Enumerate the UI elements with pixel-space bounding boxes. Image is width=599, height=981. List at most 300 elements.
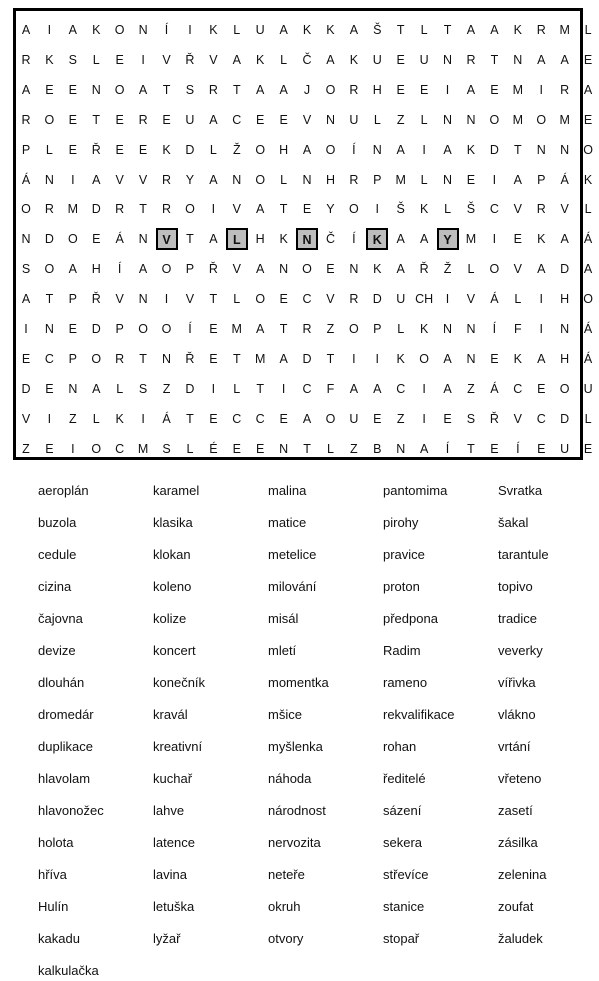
letter-cell[interactable]: I [141, 52, 145, 67]
letter-cell[interactable]: T [186, 232, 194, 247]
letter-cell[interactable]: E [513, 232, 522, 247]
letter-cell[interactable]: L [45, 142, 53, 157]
letter-cell[interactable]: L [420, 23, 428, 37]
letter-cell[interactable]: K [279, 232, 288, 247]
letter-cell[interactable]: S [185, 82, 195, 97]
letter-cell[interactable]: I [539, 82, 543, 97]
letter-cell[interactable]: C [232, 411, 242, 426]
letter-cell[interactable]: A [396, 142, 405, 157]
letter-cell[interactable]: E [490, 351, 499, 366]
letter-cell[interactable]: K [419, 322, 429, 336]
letter-cell[interactable]: N [443, 172, 453, 187]
letter-cell[interactable]: N [396, 441, 406, 456]
letter-cell[interactable]: Y [185, 172, 195, 187]
letter-cell[interactable]: U [583, 381, 593, 396]
letter-cell[interactable]: K [513, 351, 522, 366]
letter-cell[interactable]: E [537, 441, 546, 456]
letter-cell[interactable]: Á [490, 381, 499, 396]
letter-cell[interactable]: K [396, 351, 405, 366]
letter-cell[interactable]: P [373, 322, 382, 336]
letter-cell[interactable]: K [92, 23, 101, 37]
letter-cell[interactable]: K [256, 52, 265, 67]
letter-cell[interactable]: V [302, 112, 312, 127]
letter-cell[interactable]: L [584, 202, 592, 217]
letter-cell[interactable]: V [115, 172, 124, 187]
letter-cell[interactable]: Á [490, 292, 499, 307]
letter-cell[interactable]: A [443, 142, 452, 157]
letter-cell[interactable]: N [138, 232, 148, 247]
letter-cell[interactable]: A [302, 142, 312, 157]
letter-cell[interactable]: U [255, 23, 265, 37]
letter-cell[interactable]: O [114, 23, 125, 37]
letter-cell[interactable]: F [513, 322, 522, 336]
letter-cell[interactable]: Z [162, 381, 171, 396]
highlighted-letter-cell[interactable]: K [366, 228, 388, 250]
letter-cell[interactable]: T [92, 112, 101, 127]
letter-cell[interactable]: A [349, 381, 359, 396]
letter-cell[interactable]: T [396, 23, 405, 37]
letter-cell[interactable]: N [325, 112, 335, 127]
letter-cell[interactable]: O [255, 292, 266, 307]
letter-cell[interactable]: K [513, 23, 522, 37]
letter-cell[interactable]: H [372, 82, 382, 97]
letter-cell[interactable]: A [443, 351, 452, 366]
letter-cell[interactable]: A [537, 351, 546, 366]
letter-cell[interactable]: R [138, 112, 148, 127]
letter-cell[interactable]: I [445, 82, 450, 97]
letter-cell[interactable]: E [279, 112, 288, 127]
letter-cell[interactable]: I [71, 441, 75, 456]
letter-cell[interactable]: P [115, 322, 124, 336]
letter-cell[interactable]: K [466, 142, 476, 157]
letter-cell[interactable]: A [396, 232, 405, 247]
letter-cell[interactable]: U [419, 52, 429, 67]
letter-cell[interactable]: I [47, 411, 52, 426]
letter-cell[interactable]: L [92, 52, 100, 67]
letter-cell[interactable]: A [138, 262, 148, 277]
letter-cell[interactable]: M [559, 112, 570, 127]
letter-cell[interactable]: I [352, 351, 356, 366]
letter-cell[interactable]: É [209, 441, 218, 456]
letter-cell[interactable]: O [559, 381, 570, 396]
letter-cell[interactable]: Z [69, 411, 77, 426]
letter-cell[interactable]: C [513, 381, 523, 396]
letter-cell[interactable]: V [138, 172, 148, 187]
letter-cell[interactable]: K [583, 172, 593, 187]
letter-cell[interactable]: D [372, 292, 382, 307]
letter-cell[interactable]: A [256, 82, 265, 97]
letter-cell[interactable]: O [325, 411, 336, 426]
letter-cell[interactable]: N [466, 351, 476, 366]
letter-cell[interactable]: Z [467, 381, 475, 396]
letter-cell[interactable]: N [21, 232, 31, 247]
letter-cell[interactable]: C [302, 292, 312, 307]
letter-cell[interactable]: D [91, 322, 101, 336]
letter-cell[interactable]: E [92, 232, 101, 247]
letter-cell[interactable]: Í [516, 441, 520, 456]
letter-cell[interactable]: Z [396, 411, 405, 426]
letter-cell[interactable]: K [373, 262, 382, 277]
letter-cell[interactable]: D [185, 142, 195, 157]
letter-cell[interactable]: D [91, 202, 101, 217]
letter-cell[interactable]: Í [188, 322, 192, 336]
letter-cell[interactable]: K [302, 23, 312, 37]
letter-cell[interactable]: Ž [443, 262, 452, 277]
letter-cell[interactable]: N [536, 142, 546, 157]
letter-cell[interactable]: E [209, 411, 218, 426]
letter-cell[interactable]: O [21, 202, 31, 217]
letter-cell[interactable]: CH [415, 292, 434, 307]
letter-cell[interactable]: E [45, 441, 54, 456]
letter-cell[interactable]: Č [325, 232, 335, 247]
letter-cell[interactable]: T [279, 322, 288, 336]
letter-cell[interactable]: O [489, 262, 500, 277]
letter-cell[interactable]: Á [583, 232, 593, 247]
letter-cell[interactable]: A [256, 202, 265, 217]
letter-cell[interactable]: O [489, 112, 500, 127]
letter-cell[interactable]: A [583, 262, 593, 277]
letter-cell[interactable]: I [188, 23, 192, 37]
letter-cell[interactable]: I [24, 322, 28, 336]
letter-cell[interactable]: E [232, 441, 241, 456]
letter-cell[interactable]: A [302, 411, 312, 426]
letter-cell[interactable]: N [138, 23, 148, 37]
letter-cell[interactable]: Á [583, 322, 593, 336]
letter-cell[interactable]: E [490, 82, 499, 97]
letter-cell[interactable]: O [255, 142, 266, 157]
letter-cell[interactable]: I [164, 292, 169, 307]
letter-cell[interactable]: A [21, 292, 31, 307]
letter-cell[interactable]: D [21, 381, 31, 396]
letter-cell[interactable]: S [162, 441, 171, 456]
highlighted-letter-cell[interactable]: V [156, 228, 178, 250]
letter-cell[interactable]: V [162, 52, 171, 67]
letter-cell[interactable]: O [114, 82, 125, 97]
letter-cell[interactable]: E [115, 52, 124, 67]
letter-cell[interactable]: Í [492, 322, 497, 336]
letter-cell[interactable]: O [325, 142, 336, 157]
letter-cell[interactable]: D [560, 262, 570, 277]
letter-cell[interactable]: O [161, 322, 172, 336]
letter-cell[interactable]: O [255, 172, 266, 187]
letter-cell[interactable]: Á [560, 172, 569, 187]
letter-cell[interactable]: L [280, 172, 288, 187]
letter-cell[interactable]: O [44, 112, 55, 127]
letter-cell[interactable]: A [466, 82, 476, 97]
letter-cell[interactable]: V [513, 262, 522, 277]
letter-cell[interactable]: A [443, 381, 452, 396]
letter-cell[interactable]: K [349, 52, 359, 67]
letter-cell[interactable]: C [536, 411, 546, 426]
letter-cell[interactable]: E [419, 82, 429, 97]
letter-cell[interactable]: L [420, 172, 428, 187]
letter-cell[interactable]: U [560, 441, 570, 456]
letter-cell[interactable]: M [137, 441, 149, 456]
letter-cell[interactable]: E [537, 381, 546, 396]
letter-cell[interactable]: L [584, 411, 592, 426]
letter-cell[interactable]: T [443, 23, 452, 37]
letter-cell[interactable]: F [326, 381, 335, 396]
letter-cell[interactable]: R [44, 202, 54, 217]
letter-cell[interactable]: A [256, 262, 265, 277]
letter-cell[interactable]: Z [326, 322, 335, 336]
letter-cell[interactable]: V [232, 202, 241, 217]
letter-cell[interactable]: T [162, 82, 171, 97]
letter-cell[interactable]: L [373, 112, 381, 127]
letter-cell[interactable]: E [256, 441, 265, 456]
letter-cell[interactable]: N [162, 351, 172, 366]
letter-cell[interactable]: M [395, 172, 406, 187]
letter-cell[interactable]: I [281, 381, 286, 396]
letter-cell[interactable]: K [419, 202, 429, 217]
letter-cell[interactable]: T [467, 441, 475, 456]
letter-cell[interactable]: A [232, 52, 241, 67]
letter-cell[interactable]: O [536, 112, 547, 127]
letter-cell[interactable]: T [232, 351, 241, 366]
letter-cell[interactable]: A [583, 82, 593, 97]
letter-cell[interactable]: T [303, 441, 311, 456]
letter-cell[interactable]: C [396, 381, 406, 396]
letter-cell[interactable]: M [559, 23, 570, 37]
letter-cell[interactable]: O [349, 202, 359, 217]
letter-cell[interactable]: U [396, 292, 406, 307]
letter-cell[interactable]: O [185, 202, 195, 217]
letter-cell[interactable]: S [138, 381, 148, 396]
letter-cell[interactable]: E [68, 82, 77, 97]
letter-cell[interactable]: P [68, 351, 77, 366]
letter-cell[interactable]: L [233, 381, 241, 396]
letter-cell[interactable]: Š [373, 23, 382, 37]
letter-cell[interactable]: Z [396, 112, 405, 127]
letter-cell[interactable]: E [138, 142, 148, 157]
letter-cell[interactable]: O [44, 262, 55, 277]
letter-cell[interactable]: Y [326, 202, 335, 217]
letter-cell[interactable]: N [443, 112, 453, 127]
letter-cell[interactable]: T [45, 292, 54, 307]
letter-cell[interactable]: N [443, 322, 453, 336]
letter-cell[interactable]: I [375, 351, 380, 366]
letter-cell[interactable]: A [279, 82, 288, 97]
letter-cell[interactable]: A [138, 82, 148, 97]
letter-cell[interactable]: M [512, 112, 524, 127]
letter-cell[interactable]: Á [583, 351, 593, 366]
letter-cell[interactable]: E [45, 82, 54, 97]
letter-cell[interactable]: I [375, 202, 380, 217]
letter-cell[interactable]: M [512, 82, 524, 97]
letter-cell[interactable]: R [349, 292, 359, 307]
letter-cell[interactable]: Ř [489, 411, 499, 426]
letter-cell[interactable]: E [583, 52, 593, 67]
letter-cell[interactable]: A [21, 82, 31, 97]
letter-cell[interactable]: L [92, 411, 100, 426]
letter-cell[interactable]: O [302, 262, 312, 277]
letter-cell[interactable]: Z [350, 441, 358, 456]
letter-cell[interactable]: I [422, 381, 426, 396]
letter-cell[interactable]: L [420, 112, 428, 127]
letter-cell[interactable]: Ř [91, 142, 101, 157]
letter-cell[interactable]: P [185, 262, 195, 277]
letter-cell[interactable]: R [536, 23, 546, 37]
letter-cell[interactable]: I [492, 172, 497, 187]
letter-cell[interactable]: T [256, 381, 264, 396]
letter-cell[interactable]: Í [352, 142, 356, 157]
letter-cell[interactable]: V [232, 262, 241, 277]
letter-cell[interactable]: R [115, 202, 125, 217]
letter-cell[interactable]: A [92, 172, 101, 187]
letter-cell[interactable]: M [465, 232, 477, 247]
letter-cell[interactable]: P [68, 292, 77, 307]
letter-cell[interactable]: I [71, 172, 75, 187]
letter-cell[interactable]: A [419, 441, 429, 456]
letter-cell[interactable]: H [279, 142, 289, 157]
letter-cell[interactable]: C [302, 381, 312, 396]
letter-cell[interactable]: A [349, 23, 359, 37]
letter-cell[interactable]: T [186, 411, 194, 426]
letter-cell[interactable]: L [116, 381, 124, 396]
letter-cell[interactable]: Á [115, 232, 124, 247]
letter-cell[interactable]: T [232, 82, 241, 97]
letter-cell[interactable]: R [162, 202, 172, 217]
letter-cell[interactable]: I [539, 322, 543, 336]
highlighted-letter-cell[interactable]: L [226, 228, 248, 250]
letter-cell[interactable]: O [161, 262, 172, 277]
letter-cell[interactable]: I [445, 292, 450, 307]
letter-cell[interactable]: U [349, 411, 359, 426]
letter-cell[interactable]: L [444, 202, 452, 217]
letter-cell[interactable]: A [537, 52, 546, 67]
letter-cell[interactable]: O [67, 232, 78, 247]
letter-cell[interactable]: A [560, 232, 569, 247]
letter-cell[interactable]: Ř [91, 292, 101, 307]
letter-cell[interactable]: M [231, 322, 242, 336]
letter-cell[interactable]: T [326, 351, 335, 366]
letter-cell[interactable]: O [91, 441, 102, 456]
letter-cell[interactable]: E [443, 411, 452, 426]
letter-cell[interactable]: V [466, 292, 476, 307]
letter-cell[interactable]: E [115, 142, 124, 157]
letter-cell[interactable]: E [373, 411, 382, 426]
letter-cell[interactable]: C [489, 202, 499, 217]
letter-cell[interactable]: T [209, 292, 218, 307]
letter-cell[interactable]: H [560, 351, 570, 366]
letter-cell[interactable]: H [560, 292, 570, 307]
letter-cell[interactable]: N [349, 262, 359, 277]
letter-cell[interactable]: N [466, 112, 476, 127]
letter-cell[interactable]: A [209, 172, 218, 187]
letter-cell[interactable]: T [139, 202, 147, 217]
letter-cell[interactable]: R [21, 112, 31, 127]
letter-cell[interactable]: O [583, 142, 593, 157]
letter-cell[interactable]: N [138, 292, 148, 307]
letter-cell[interactable]: A [209, 232, 218, 247]
letter-cell[interactable]: E [279, 292, 288, 307]
letter-cell[interactable]: D [44, 232, 54, 247]
letter-cell[interactable]: E [21, 351, 31, 366]
letter-cell[interactable]: K [537, 232, 546, 247]
letter-cell[interactable]: E [583, 441, 593, 456]
letter-cell[interactable]: L [233, 292, 241, 307]
letter-cell[interactable]: D [302, 351, 312, 366]
letter-cell[interactable]: N [443, 52, 453, 67]
letter-cell[interactable]: N [466, 322, 476, 336]
letter-cell[interactable]: I [492, 232, 497, 247]
letter-cell[interactable]: A [279, 351, 288, 366]
letter-cell[interactable]: Š [466, 202, 476, 217]
letter-cell[interactable]: C [232, 112, 242, 127]
letter-cell[interactable]: T [279, 202, 288, 217]
letter-cell[interactable]: C [115, 441, 125, 456]
letter-cell[interactable]: E [162, 112, 171, 127]
letter-cell[interactable]: I [422, 411, 426, 426]
letter-cell[interactable]: V [560, 202, 569, 217]
letter-cell[interactable]: V [513, 202, 522, 217]
letter-cell[interactable]: E [115, 112, 124, 127]
letter-cell[interactable]: E [466, 172, 476, 187]
letter-cell[interactable]: E [209, 322, 218, 336]
letter-cell[interactable]: S [466, 411, 476, 426]
letter-cell[interactable]: E [490, 441, 499, 456]
letter-cell[interactable]: Í [352, 232, 356, 247]
letter-cell[interactable]: N [232, 172, 242, 187]
letter-cell[interactable]: L [397, 322, 405, 336]
letter-cell[interactable]: P [537, 172, 546, 187]
letter-cell[interactable]: N [302, 172, 312, 187]
letter-cell[interactable]: A [92, 381, 101, 396]
letter-cell[interactable]: R [349, 82, 359, 97]
letter-cell[interactable]: V [209, 52, 218, 67]
letter-cell[interactable]: V [185, 292, 195, 307]
letter-cell[interactable]: R [560, 82, 570, 97]
letter-cell[interactable]: K [45, 52, 54, 67]
letter-cell[interactable]: R [302, 322, 312, 336]
letter-cell[interactable]: Š [396, 202, 405, 217]
letter-cell[interactable]: J [303, 82, 311, 97]
letter-cell[interactable]: R [466, 52, 476, 67]
letter-cell[interactable]: L [186, 441, 194, 456]
letter-cell[interactable]: L [209, 142, 217, 157]
letter-cell[interactable]: A [209, 112, 218, 127]
letter-cell[interactable]: O [325, 82, 336, 97]
letter-cell[interactable]: C [255, 411, 265, 426]
letter-cell[interactable]: Ž [232, 142, 241, 157]
highlighted-letter-cell[interactable]: Y [437, 228, 459, 250]
letter-cell[interactable]: E [68, 142, 77, 157]
letter-cell[interactable]: R [115, 351, 125, 366]
letter-cell[interactable]: I [422, 142, 426, 157]
letter-cell[interactable]: L [467, 262, 475, 277]
letter-cell[interactable]: E [326, 262, 335, 277]
letter-cell[interactable]: N [44, 322, 54, 336]
letter-cell[interactable]: T [490, 52, 499, 67]
letter-cell[interactable]: V [326, 292, 335, 307]
letter-cell[interactable]: P [373, 172, 382, 187]
letter-cell[interactable]: A [68, 23, 77, 37]
letter-cell[interactable]: N [560, 322, 570, 336]
letter-cell[interactable]: P [21, 142, 31, 157]
letter-cell[interactable]: I [47, 23, 52, 37]
letter-cell[interactable]: A [326, 52, 335, 67]
letter-cell[interactable]: I [141, 411, 145, 426]
letter-cell[interactable]: M [254, 351, 266, 366]
letter-cell[interactable]: E [45, 381, 54, 396]
letter-cell[interactable]: U [349, 112, 359, 127]
letter-cell[interactable]: V [115, 292, 124, 307]
letter-cell[interactable]: E [256, 112, 265, 127]
letter-cell[interactable]: A [279, 23, 288, 37]
letter-cell[interactable]: Ř [185, 351, 195, 366]
letter-cell[interactable]: L [584, 23, 592, 37]
letter-cell[interactable]: R [162, 172, 172, 187]
